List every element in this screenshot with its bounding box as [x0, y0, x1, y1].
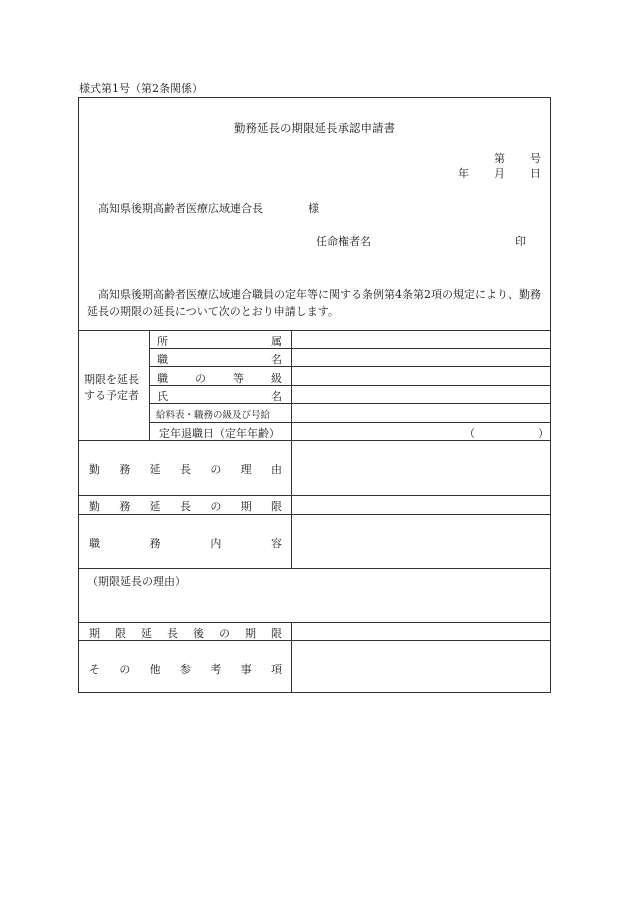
column-divider: [149, 330, 150, 440]
duties-label: 職 務 内 容: [89, 537, 282, 550]
person-group-label-line2: する予定者: [84, 389, 139, 402]
row-divider: [79, 495, 550, 496]
addressee-suffix: 様: [308, 202, 319, 215]
column-divider: [291, 622, 292, 693]
row-divider: [79, 514, 550, 515]
column-divider: [291, 330, 292, 568]
application-form: [78, 97, 551, 693]
extension-period-label: 勤 務 延 長 の 期 限: [89, 500, 282, 513]
addressee: 高知県後期高齢者医療広域連合長: [98, 202, 263, 215]
retirement-age-paren-open: （: [464, 427, 475, 440]
field-name-label: 氏 名: [157, 390, 282, 403]
person-group-label: [84, 372, 139, 404]
row-divider: [79, 568, 550, 569]
seal-mark: 印: [515, 235, 526, 248]
field-grade-label: 職 の 等 級: [157, 372, 282, 385]
extension-reason-label: 勤 務 延 長 の 理 由: [89, 463, 282, 476]
form-number: 様式第1号（第2条関係）: [79, 82, 203, 95]
number-prefix: 第: [494, 152, 505, 165]
date-day: 日: [530, 167, 541, 180]
other-reference-label: そ の 他 参 考 事 項: [89, 663, 282, 676]
date-year: 年: [458, 167, 469, 180]
field-retirement-date-label: 定年退職日（定年年齢）: [159, 427, 280, 440]
row-divider: [79, 440, 550, 441]
applicant-label: 任命権者名: [316, 235, 371, 248]
field-affiliation-label: 所 属: [157, 335, 282, 348]
field-salary-label: 給料表・職務の級及び号給: [156, 410, 271, 421]
row-divider: [79, 622, 550, 623]
retirement-age-paren-close: ）: [538, 427, 549, 440]
application-body-text: 高知県後期高齢者医療広域連合職員の定年等に関する条例第4条第2項の規定により、勤務延長の期限の延長について次のとおり申請します。: [87, 288, 541, 318]
post-extension-period-label: 期 限 延 長 後 の 期 限: [89, 627, 282, 640]
form-title: 勤務延長の期限延長承認申請書: [234, 121, 395, 135]
number-suffix: 号: [530, 152, 541, 165]
date-month: 月: [494, 167, 505, 180]
person-group-label-line1: 期限を延長: [84, 373, 139, 386]
field-job-title-label: 職 名: [157, 353, 282, 366]
period-extension-reason-label: （期限延長の理由）: [87, 575, 186, 588]
row-divider: [149, 422, 550, 423]
